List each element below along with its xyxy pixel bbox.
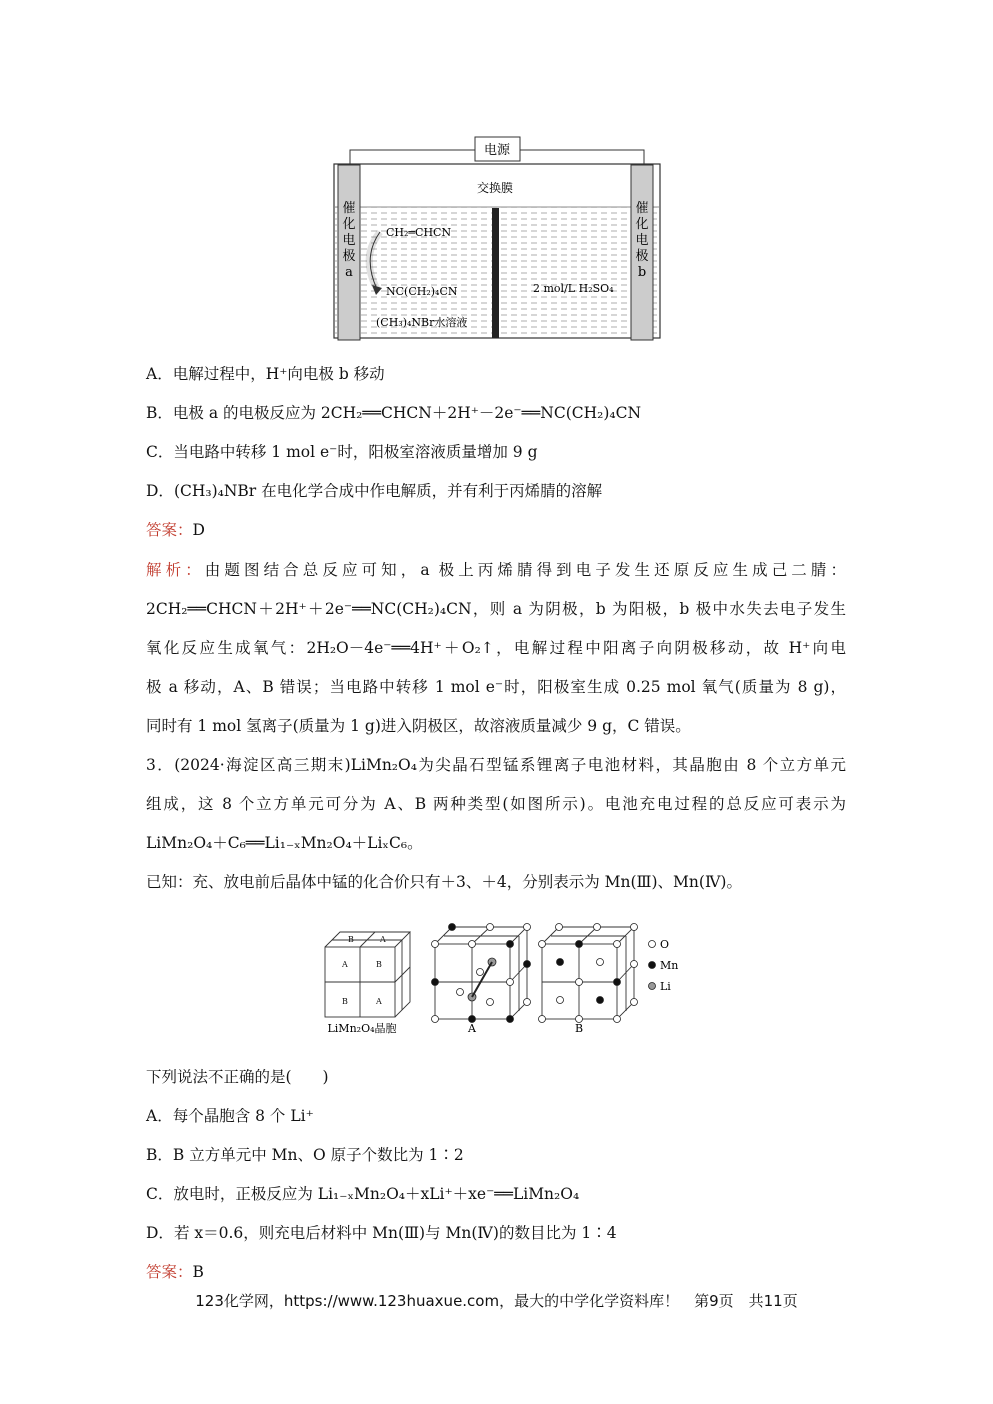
svg-text:催化电极b: 催化电极 b xyxy=(635,201,649,280)
svg-text:B: B xyxy=(342,997,348,1006)
product-label: NC(CH₂)₄CN xyxy=(386,285,458,298)
q2-option-d: D．(CH₃)₄NBr 在电化学合成中作电解质，并有利于丙烯腈的溶解 xyxy=(146,482,603,500)
exchange-membrane xyxy=(492,208,499,338)
legend-mn-marker xyxy=(649,962,656,969)
q2-analysis-line-5: 同时有 1 mol 氢离子(质量为 1 g)进入阴极区，故溶液质量减少 9 g，C 错误。 xyxy=(146,717,691,735)
svg-text:催化电极a: 催化电极 a xyxy=(342,201,356,280)
q3-answer: 答案：B xyxy=(146,1263,204,1281)
q2-option-c: C．当电路中转移 1 mol e⁻时，阳极室溶液质量增加 9 g xyxy=(146,443,538,461)
cell-caption: LiMn₂O₄晶胞 xyxy=(327,1022,397,1035)
q2-analysis-line-1: 解析：由题图结合总反应可知，a 极上丙烯腈得到电子发生还原反应生成己二腈： xyxy=(146,561,846,579)
q2-analysis-line-3: 氧化反应生成氧气：2H₂O－4e⁻══4H⁺＋O₂↑，电解过程中阳离子向阴极移动，故 H⁺向电 xyxy=(146,639,846,657)
q3-stem-line-1: 3．(2024·海淀区高三期末)LiMn₂O₄为尖晶石型锰系锂离子电池材料，其晶胞由 8 个立方单元 xyxy=(146,756,846,774)
cube-b-caption: B xyxy=(574,1022,584,1035)
svg-text:A: A xyxy=(342,960,348,969)
svg-text:A: A xyxy=(380,935,386,944)
power-label: 电源 xyxy=(483,143,511,158)
q2-analysis-line-4: 极 a 移动，A、B 错误；当电路中转移 1 mol e⁻时，阳极室生成 0.25 mol 氧气(质量为 8 g)， xyxy=(146,678,846,696)
q2-analysis-line-2: 2CH₂══CHCN＋2H⁺＋2e⁻══NC(CH₂)₄CN，则 a 为阴极，b 为阳极，b 极中水失去电子发生 xyxy=(146,600,846,618)
q3-option-a: A．每个晶胞含 8 个 Li⁺ xyxy=(146,1107,314,1125)
q3-option-b: B．B 立方单元中 Mn、O 原子个数比为 1∶2 xyxy=(146,1146,464,1164)
q2-option-b: B．电极 a 的电极反应为 2CH₂══CHCN＋2H⁺－2e⁻══NC(CH₂)₄CN xyxy=(146,404,642,422)
page-footer: 123化学网，https://www.123huaxue.com，最大的中学化学资料库！ 第9页 共11页 xyxy=(195,1292,798,1310)
cube-a-caption: A xyxy=(468,1022,476,1035)
legend-li-label: Li xyxy=(660,980,671,993)
q3-question: 下列说法不正确的是( ) xyxy=(146,1068,329,1086)
svg-text:B: B xyxy=(376,960,382,969)
reactant-label: CH₂═CHCN xyxy=(386,226,452,239)
legend-o-marker xyxy=(649,941,656,948)
crystal-structure-diagram xyxy=(320,922,690,1037)
q3-stem-line-2: 组成，这 8 个立方单元可分为 A、B 两种类型(如图所示)。电池充电过程的总反应可表示为 xyxy=(146,795,846,813)
q3-known: 已知：充、放电前后晶体中锰的化合价只有＋3、＋4，分别表示为 Mn(Ⅲ)、Mn(Ⅳ)。 xyxy=(146,873,742,891)
electrolysis-diagram xyxy=(330,132,665,342)
legend-li-marker xyxy=(649,983,656,990)
legend-mn-label: Mn xyxy=(660,959,679,972)
q3-option-c: C．放电时，正极反应为 Li₁₋ₓMn₂O₄＋xLi⁺＋xe⁻══LiMn₂O₄ xyxy=(146,1185,580,1203)
membrane-label: 交换膜 xyxy=(476,181,514,195)
svg-text:A: A xyxy=(376,997,382,1006)
left-solution-label: (CH₃)₄NBr水溶液 xyxy=(376,316,468,329)
right-solution-label: 2 mol/L H₂SO₄ xyxy=(533,282,614,295)
svg-text:B: B xyxy=(348,935,354,944)
q3-stem-line-3: LiMn₂O₄＋C₆══Li₁₋ₓMn₂O₄＋LiₓC₆。 xyxy=(146,834,423,852)
q2-option-a: A．电解过程中，H⁺向电极 b 移动 xyxy=(146,365,385,383)
legend-o-label: O xyxy=(660,938,670,951)
q2-answer: 答案：D xyxy=(146,521,205,539)
q3-option-d: D．若 x＝0.6，则充电后材料中 Mn(Ⅲ)与 Mn(Ⅳ)的数目比为 1∶4 xyxy=(146,1224,617,1242)
